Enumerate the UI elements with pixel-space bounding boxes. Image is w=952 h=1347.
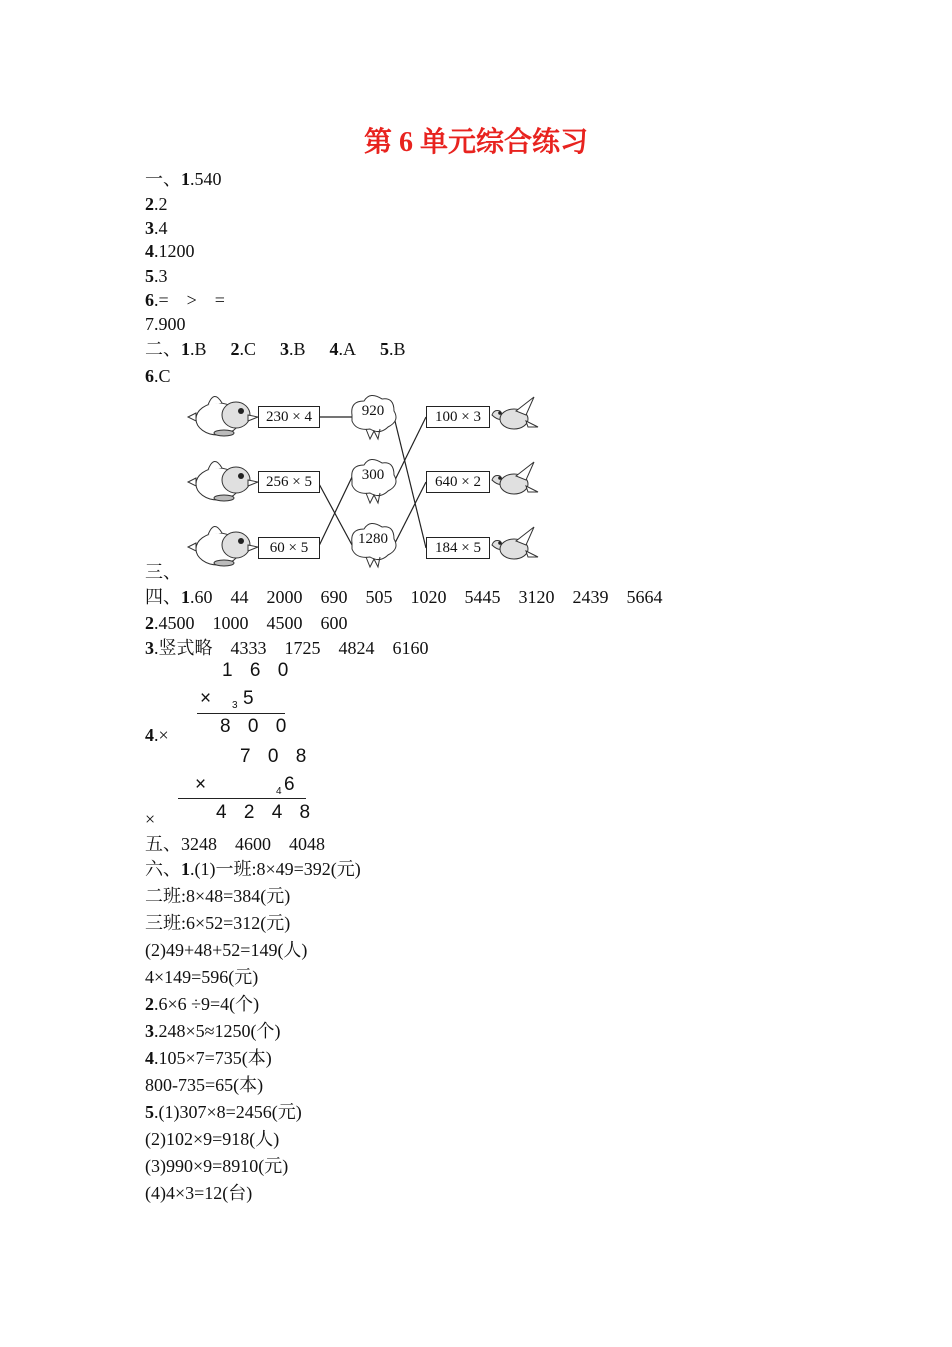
match-left-3: 60 × 5 (258, 537, 320, 559)
sec6-line-2: 二班:8×48=384(元) (145, 886, 291, 906)
calc1-op: × (200, 688, 218, 709)
bird-icon (492, 527, 538, 559)
sec4-line-2: 2.4500 1000 4500 600 (145, 613, 348, 633)
match-left-2: 256 × 5 (258, 471, 320, 493)
calc2-cross: × (145, 809, 156, 829)
sec6-line-7: 3.248×5≈1250(个) (145, 1021, 281, 1041)
sec3-label: 三、 (145, 562, 181, 582)
calc1-rule (197, 713, 285, 714)
match-right-3: 184 × 5 (426, 537, 490, 559)
calc2-carry: 4 (276, 786, 282, 797)
sec6-line-4: (2)49+48+52=149(人) (145, 940, 308, 960)
sec6-line-9: 800-735=65(本) (145, 1075, 264, 1095)
calc2-result: 4 2 4 8 (216, 802, 317, 823)
bird-icon (188, 396, 258, 436)
bird-icon (188, 526, 258, 566)
bird-icon (492, 462, 538, 494)
sec6-line-12: (3)990×9=8910(元) (145, 1156, 289, 1176)
calc2-top: 7 0 8 (240, 746, 313, 767)
sec1-line-4: 4.1200 (145, 241, 195, 261)
sec6-line-10: 5.(1)307×8=2456(元) (145, 1102, 302, 1122)
sec6-line-8: 4.105×7=735(本) (145, 1048, 272, 1068)
sec1-line-6: 6.= > = (145, 290, 225, 310)
sec4-line-3: 3.竖式略 4333 1725 4824 6160 (145, 638, 429, 658)
sec1-line-7: 7.900 (145, 314, 186, 334)
sec5-line: 五、3248 4600 4048 (145, 834, 325, 854)
sec4-line-1: 四、1.60 44 2000 690 505 1020 5445 3120 2439 5664 (145, 587, 663, 607)
sec6-line-5: 4×149=596(元) (145, 967, 259, 987)
sec1-line-2: 2.2 (145, 194, 168, 214)
match-middle-1: 920 (361, 403, 385, 419)
calc2-rule (178, 798, 306, 799)
page-title: 第 6 单元综合练习 (363, 127, 588, 158)
sec1-line-3: 3.4 (145, 218, 168, 238)
match-middle-2: 300 (361, 467, 385, 483)
calc1-mult: 5 (243, 688, 260, 709)
bird-icon (492, 397, 538, 429)
match-left-1: 230 × 4 (258, 406, 320, 428)
calc2-op: × (195, 774, 213, 795)
calc2-mult: 6 (284, 774, 301, 795)
sec2-line-6: 6.C (145, 366, 171, 386)
sec6-line-6: 2.6×6 ÷9=4(个) (145, 994, 260, 1014)
sec6-line-1: 六、1.(1)一班:8×49=392(元) (145, 859, 361, 879)
sec2-line-1: 二、1.B 2.C 3.B 4.A 5.B (145, 339, 406, 359)
match-right-2: 640 × 2 (426, 471, 490, 493)
calc1-result: 8 0 0 (220, 716, 293, 737)
sec4-line-4: 4.× (145, 725, 169, 745)
sec1-line-5: 5.3 (145, 266, 168, 286)
sec6-line-13: (4)4×3=12(台) (145, 1183, 253, 1203)
match-middle-3: 1280 (358, 531, 388, 547)
sec6-line-11: (2)102×9=918(人) (145, 1129, 280, 1149)
bird-icon (188, 461, 258, 501)
sec1-line-1: 一、1.540 (145, 169, 222, 189)
match-right-1: 100 × 3 (426, 406, 490, 428)
calc1-carry: 3 (232, 700, 238, 711)
calc1-top: 1 6 0 (222, 660, 295, 681)
sec6-line-3: 三班:6×52=312(元) (145, 913, 291, 933)
